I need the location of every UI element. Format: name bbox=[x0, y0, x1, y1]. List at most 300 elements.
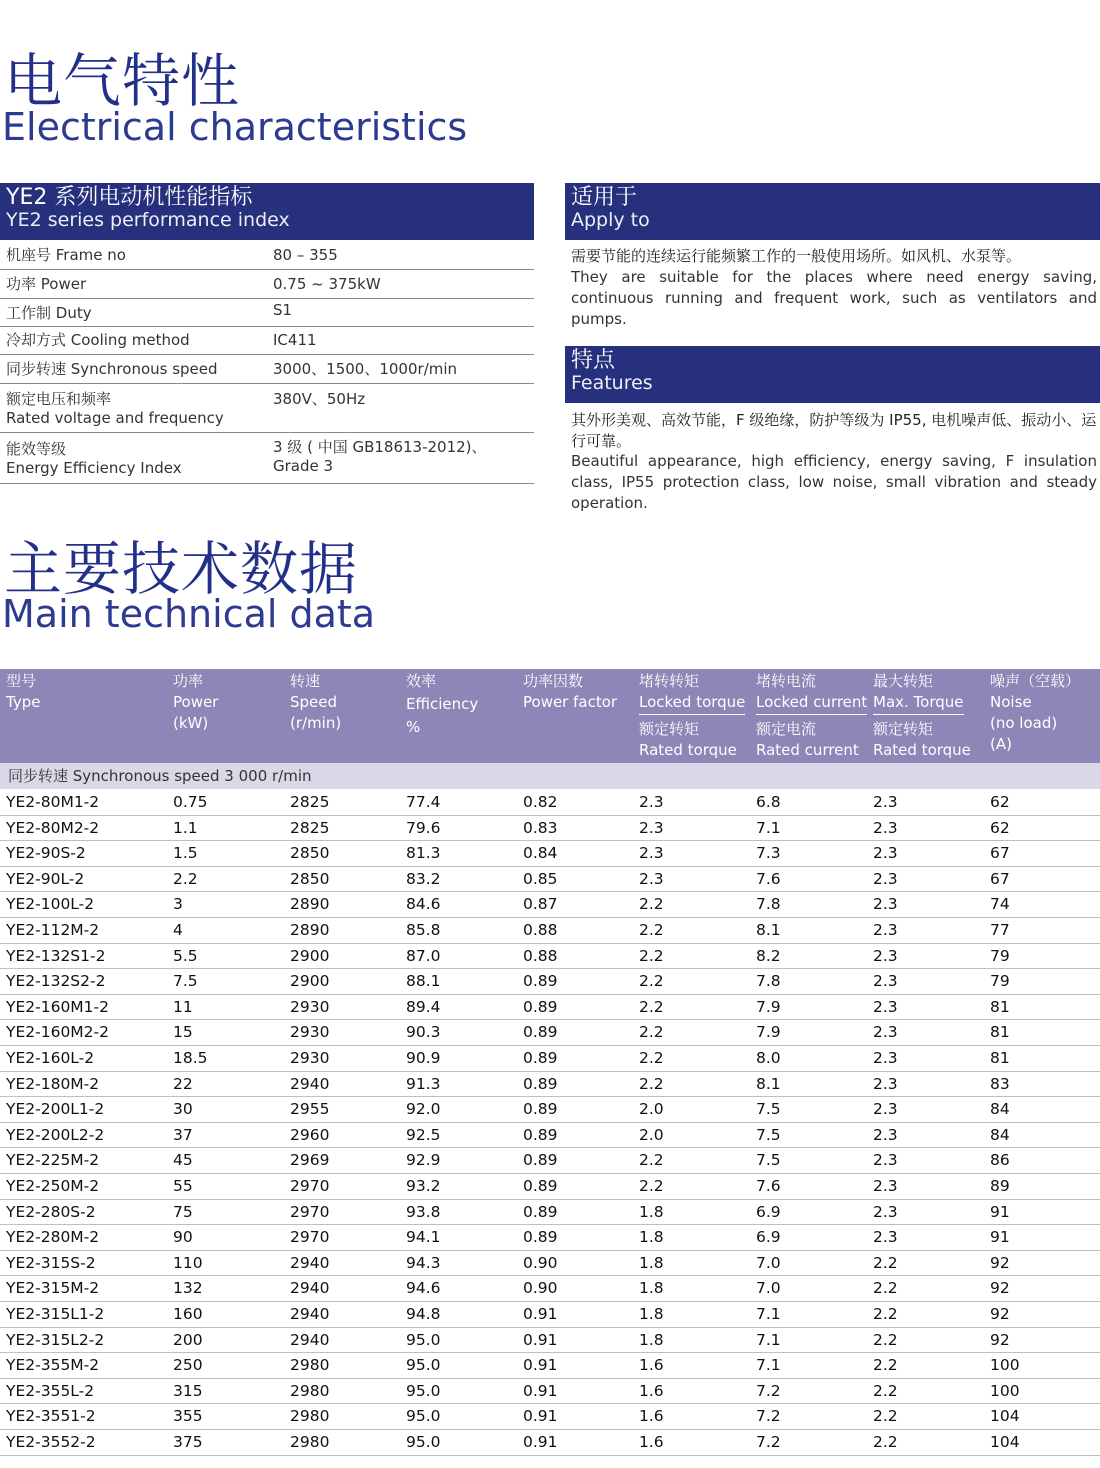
cell-max-torque: 2.3 bbox=[873, 1049, 898, 1067]
cell-speed: 2825 bbox=[290, 793, 330, 811]
cell-locked-current: 7.1 bbox=[756, 1305, 781, 1323]
cell-noise: 92 bbox=[990, 1253, 1010, 1272]
cell-locked-current: 8.2 bbox=[756, 946, 781, 965]
cell-type: YE2-280S-2 bbox=[6, 1202, 96, 1221]
cell-max-torque: 2.3 bbox=[873, 1228, 898, 1247]
cell-locked-torque: 1.6 bbox=[639, 1356, 664, 1375]
cell-power-factor: 0.91 bbox=[523, 1356, 558, 1375]
cell-power-factor: 0.82 bbox=[523, 793, 558, 811]
cell-power: 4 bbox=[173, 921, 183, 939]
cell-speed: 2850 bbox=[290, 844, 330, 863]
cell-power: 37 bbox=[173, 1125, 193, 1144]
cell-locked-current: 8.1 bbox=[756, 1074, 781, 1093]
cell-power: 3 bbox=[173, 895, 183, 914]
table-row bbox=[0, 840, 1100, 867]
cell-max-torque: 2.2 bbox=[873, 1330, 898, 1349]
cell-locked-current: 7.5 bbox=[756, 1151, 781, 1170]
table-row bbox=[0, 968, 1100, 995]
features-title-cn: 特点 bbox=[571, 348, 616, 373]
performance-title-cn: YE2 系列电动机性能指标 bbox=[6, 185, 253, 210]
table-row bbox=[0, 1147, 1100, 1174]
cell-locked-torque: 2.0 bbox=[639, 1125, 664, 1144]
cell-locked-current: 7.8 bbox=[756, 895, 781, 914]
cell-efficiency: 92.5 bbox=[406, 1125, 441, 1144]
cell-power: 22 bbox=[173, 1074, 193, 1093]
cell-locked-current: 7.0 bbox=[756, 1279, 781, 1298]
cell-max-torque: 2.3 bbox=[873, 1023, 898, 1042]
spec-value: 3000、1500、1000r/min bbox=[273, 360, 458, 378]
cell-speed: 2940 bbox=[290, 1305, 330, 1323]
cell-power-factor: 0.88 bbox=[523, 946, 558, 965]
cell-power: 2.2 bbox=[173, 869, 198, 888]
section-title-cn: 电气特性 bbox=[4, 47, 241, 115]
table-header bbox=[0, 669, 1100, 763]
cell-efficiency: 94.6 bbox=[406, 1279, 441, 1298]
cell-power: 160 bbox=[173, 1305, 203, 1323]
cell-speed: 2940 bbox=[290, 1330, 330, 1349]
cell-power-factor: 0.91 bbox=[523, 1433, 558, 1451]
cell-speed: 2930 bbox=[290, 1023, 330, 1042]
cell-locked-current: 6.8 bbox=[756, 793, 781, 811]
cell-efficiency: 91.3 bbox=[406, 1074, 441, 1093]
cell-type: YE2-315L2-2 bbox=[6, 1330, 105, 1349]
section-title-cn: 主要技术数据 bbox=[4, 535, 359, 603]
header-speed: 转速 Speed (r/min) bbox=[290, 672, 342, 732]
cell-speed: 2970 bbox=[290, 1228, 330, 1247]
spec-label: 机座号 Frame no bbox=[6, 246, 126, 264]
cell-efficiency: 95.0 bbox=[406, 1381, 441, 1400]
cell-noise: 84 bbox=[990, 1100, 1010, 1119]
cell-type: YE2-90S-2 bbox=[6, 844, 86, 863]
header-type: 型号 Type bbox=[6, 672, 41, 711]
cell-power-factor: 0.90 bbox=[523, 1279, 558, 1298]
speed-group-label: 同步转速 Synchronous speed 3 000 r/min bbox=[8, 767, 312, 785]
cell-power: 1.5 bbox=[173, 844, 198, 863]
cell-max-torque: 2.3 bbox=[873, 1177, 898, 1195]
cell-max-torque: 2.2 bbox=[873, 1381, 898, 1400]
cell-speed: 2930 bbox=[290, 1049, 330, 1067]
cell-type: YE2-355L-2 bbox=[6, 1381, 95, 1400]
cell-power-factor: 0.89 bbox=[523, 972, 558, 991]
cell-locked-torque: 2.2 bbox=[639, 895, 664, 914]
cell-speed: 2825 bbox=[290, 818, 330, 837]
cell-noise: 67 bbox=[990, 869, 1010, 888]
cell-power-factor: 0.89 bbox=[523, 1151, 558, 1170]
cell-noise: 104 bbox=[990, 1433, 1020, 1451]
section-title-en: Main technical data bbox=[2, 592, 376, 636]
cell-noise: 86 bbox=[990, 1151, 1010, 1170]
spec-label-en: Energy Efficiency Index bbox=[6, 459, 182, 477]
header-power-factor: 功率因数 Power factor bbox=[523, 672, 618, 711]
cell-max-torque: 2.2 bbox=[873, 1407, 898, 1426]
cell-max-torque: 2.3 bbox=[873, 997, 898, 1016]
spec-label: 冷却方式 Cooling method bbox=[6, 331, 190, 349]
cell-speed: 2940 bbox=[290, 1253, 330, 1272]
cell-type: YE2-250M-2 bbox=[6, 1177, 100, 1195]
spec-row bbox=[0, 355, 534, 384]
cell-noise: 104 bbox=[990, 1407, 1020, 1426]
cell-noise: 81 bbox=[990, 1023, 1010, 1042]
cell-efficiency: 95.0 bbox=[406, 1433, 441, 1451]
cell-power-factor: 0.89 bbox=[523, 1228, 558, 1247]
cell-efficiency: 92.0 bbox=[406, 1100, 441, 1119]
cell-max-torque: 2.3 bbox=[873, 1074, 898, 1093]
header-rated-current: 额定电流 Rated current bbox=[756, 720, 859, 759]
cell-locked-torque: 2.2 bbox=[639, 946, 664, 965]
cell-locked-current: 7.2 bbox=[756, 1381, 781, 1400]
cell-max-torque: 2.2 bbox=[873, 1253, 898, 1272]
cell-power: 375 bbox=[173, 1433, 203, 1451]
cell-locked-torque: 1.8 bbox=[639, 1330, 664, 1349]
cell-max-torque: 2.3 bbox=[873, 793, 898, 811]
cell-locked-torque: 2.3 bbox=[639, 818, 664, 837]
spec-row bbox=[0, 433, 534, 484]
cell-noise: 91 bbox=[990, 1228, 1010, 1247]
cell-power-factor: 0.89 bbox=[523, 1177, 558, 1195]
table-row bbox=[0, 1071, 1100, 1098]
apply-text-cn: 需要节能的连续运行能频繁工作的一般使用场所。如风机、水泵等。 bbox=[571, 247, 1022, 265]
cell-max-torque: 2.2 bbox=[873, 1356, 898, 1375]
cell-power: 30 bbox=[173, 1100, 193, 1119]
apply-header bbox=[565, 183, 1100, 240]
features-title-en: Features bbox=[571, 372, 653, 394]
cell-type: YE2-160L-2 bbox=[6, 1049, 95, 1067]
cell-power: 45 bbox=[173, 1151, 193, 1170]
cell-efficiency: 87.0 bbox=[406, 946, 441, 965]
cell-max-torque: 2.3 bbox=[873, 818, 898, 837]
apply-text-en: They are suitable for the places where need energy saving, continuous running and frequent work, such as ventilators and pumps. bbox=[571, 268, 1097, 328]
header-max-rated-torque: 额定转矩 Rated torque bbox=[873, 720, 971, 759]
table-row bbox=[0, 1327, 1100, 1354]
cell-efficiency: 77.4 bbox=[406, 793, 441, 811]
header-locked-current: 堵转电流 Locked current bbox=[756, 671, 867, 715]
cell-power-factor: 0.91 bbox=[523, 1330, 558, 1349]
spec-label-en: Rated voltage and frequency bbox=[6, 409, 224, 427]
features-text-en: Beautiful appearance, high efficiency, energy saving, F insulation class, IP55 protection class, low noise, small vibration and steady operation. bbox=[571, 452, 1097, 512]
spec-value: 380V、50Hz bbox=[273, 390, 366, 408]
cell-noise: 100 bbox=[990, 1356, 1020, 1375]
cell-efficiency: 93.8 bbox=[406, 1202, 441, 1221]
table-row bbox=[0, 1224, 1100, 1251]
cell-speed: 2980 bbox=[290, 1381, 330, 1400]
spec-value: IC411 bbox=[273, 331, 317, 349]
cell-noise: 81 bbox=[990, 997, 1010, 1016]
spec-row bbox=[0, 242, 534, 270]
cell-type: YE2-3552-2 bbox=[6, 1433, 96, 1451]
cell-noise: 74 bbox=[990, 895, 1010, 914]
cell-locked-current: 7.5 bbox=[756, 1125, 781, 1144]
cell-efficiency: 95.0 bbox=[406, 1356, 441, 1375]
cell-locked-current: 7.1 bbox=[756, 1356, 781, 1375]
spec-label: 额定电压和频率 bbox=[6, 390, 112, 408]
cell-locked-torque: 2.2 bbox=[639, 972, 664, 991]
cell-power: 315 bbox=[173, 1381, 203, 1400]
cell-max-torque: 2.3 bbox=[873, 1100, 898, 1119]
cell-locked-torque: 1.8 bbox=[639, 1228, 664, 1247]
cell-locked-current: 7.2 bbox=[756, 1433, 781, 1451]
cell-locked-torque: 2.2 bbox=[639, 1074, 664, 1093]
cell-max-torque: 2.3 bbox=[873, 1202, 898, 1221]
cell-power: 1.1 bbox=[173, 818, 198, 837]
cell-speed: 2980 bbox=[290, 1433, 330, 1451]
cell-speed: 2850 bbox=[290, 869, 330, 888]
cell-locked-torque: 2.2 bbox=[639, 1023, 664, 1042]
cell-type: YE2-315L1-2 bbox=[6, 1305, 105, 1323]
spec-value: S1 bbox=[273, 301, 293, 319]
cell-power-factor: 0.89 bbox=[523, 1100, 558, 1119]
cell-max-torque: 2.3 bbox=[873, 1125, 898, 1144]
cell-speed: 2969 bbox=[290, 1151, 330, 1170]
cell-efficiency: 88.1 bbox=[406, 972, 441, 991]
cell-power: 0.75 bbox=[173, 793, 208, 811]
cell-locked-current: 6.9 bbox=[756, 1228, 781, 1247]
cell-efficiency: 81.3 bbox=[406, 844, 441, 863]
cell-speed: 2890 bbox=[290, 895, 330, 914]
cell-speed: 2940 bbox=[290, 1279, 330, 1298]
cell-locked-torque: 2.2 bbox=[639, 997, 664, 1016]
cell-speed: 2980 bbox=[290, 1407, 330, 1426]
cell-power: 15 bbox=[173, 1023, 193, 1042]
cell-noise: 92 bbox=[990, 1279, 1010, 1298]
table-row bbox=[0, 1275, 1100, 1302]
cell-speed: 2955 bbox=[290, 1100, 330, 1119]
header-efficiency: 效率 Efficiency % bbox=[406, 672, 479, 736]
spec-value: 3 级 ( 中国 GB18613-2012)、 bbox=[273, 438, 487, 456]
cell-noise: 67 bbox=[990, 844, 1010, 863]
cell-max-torque: 2.2 bbox=[873, 1279, 898, 1298]
cell-power-factor: 0.89 bbox=[523, 1074, 558, 1093]
cell-locked-current: 7.2 bbox=[756, 1407, 781, 1426]
table-row bbox=[0, 1019, 1100, 1046]
cell-locked-torque: 1.8 bbox=[639, 1202, 664, 1221]
cell-power: 355 bbox=[173, 1407, 203, 1426]
table-row bbox=[0, 1173, 1100, 1200]
cell-type: YE2-160M1-2 bbox=[6, 997, 109, 1016]
cell-type: YE2-355M-2 bbox=[6, 1356, 100, 1375]
cell-type: YE2-280M-2 bbox=[6, 1228, 100, 1247]
table-row bbox=[0, 917, 1100, 944]
table-row bbox=[0, 1045, 1100, 1072]
performance-header bbox=[0, 183, 534, 240]
section-title-en: Electrical characteristics bbox=[2, 105, 468, 149]
cell-speed: 2940 bbox=[290, 1074, 330, 1093]
header-power: 功率 Power (kW) bbox=[173, 672, 219, 732]
table-row bbox=[0, 866, 1100, 893]
cell-locked-torque: 1.8 bbox=[639, 1279, 664, 1298]
cell-efficiency: 83.2 bbox=[406, 869, 441, 888]
cell-speed: 2900 bbox=[290, 946, 330, 965]
cell-power-factor: 0.91 bbox=[523, 1381, 558, 1400]
cell-locked-torque: 1.6 bbox=[639, 1407, 664, 1426]
cell-noise: 84 bbox=[990, 1125, 1010, 1144]
cell-noise: 81 bbox=[990, 1049, 1010, 1067]
cell-speed: 2930 bbox=[290, 997, 330, 1016]
table-row bbox=[0, 789, 1100, 816]
cell-locked-torque: 1.8 bbox=[639, 1305, 664, 1323]
table-row bbox=[0, 1301, 1100, 1328]
cell-locked-torque: 2.2 bbox=[639, 921, 664, 939]
spec-row bbox=[0, 299, 534, 327]
table-row bbox=[0, 1378, 1100, 1405]
cell-speed: 2890 bbox=[290, 921, 330, 939]
cell-locked-torque: 1.6 bbox=[639, 1433, 664, 1451]
cell-noise: 83 bbox=[990, 1074, 1010, 1093]
cell-locked-current: 8.0 bbox=[756, 1049, 781, 1067]
cell-noise: 92 bbox=[990, 1330, 1010, 1349]
cell-locked-torque: 2.3 bbox=[639, 844, 664, 863]
table-row bbox=[0, 1403, 1100, 1430]
cell-max-torque: 2.3 bbox=[873, 895, 898, 914]
cell-locked-current: 7.9 bbox=[756, 997, 781, 1016]
cell-type: YE2-200L2-2 bbox=[6, 1125, 105, 1144]
table-row bbox=[0, 1096, 1100, 1123]
cell-efficiency: 95.0 bbox=[406, 1330, 441, 1349]
spec-row bbox=[0, 327, 534, 355]
table-row bbox=[0, 1122, 1100, 1149]
cell-locked-current: 7.6 bbox=[756, 869, 781, 888]
cell-efficiency: 90.3 bbox=[406, 1023, 441, 1042]
cell-locked-current: 6.9 bbox=[756, 1202, 781, 1221]
cell-type: YE2-315S-2 bbox=[6, 1253, 96, 1272]
cell-efficiency: 85.8 bbox=[406, 921, 441, 939]
cell-power-factor: 0.87 bbox=[523, 895, 558, 914]
table-row bbox=[0, 943, 1100, 970]
spec-row bbox=[0, 384, 534, 433]
cell-power: 75 bbox=[173, 1202, 193, 1221]
cell-locked-torque: 2.0 bbox=[639, 1100, 664, 1119]
cell-locked-current: 7.5 bbox=[756, 1100, 781, 1119]
cell-power-factor: 0.91 bbox=[523, 1305, 558, 1323]
cell-locked-torque: 2.2 bbox=[639, 1049, 664, 1067]
table-row bbox=[0, 1429, 1100, 1456]
cell-locked-torque: 1.6 bbox=[639, 1381, 664, 1400]
cell-power: 132 bbox=[173, 1279, 203, 1298]
cell-power-factor: 0.85 bbox=[523, 869, 558, 888]
cell-type: YE2-80M1-2 bbox=[6, 793, 100, 811]
cell-power: 250 bbox=[173, 1356, 203, 1375]
cell-efficiency: 92.9 bbox=[406, 1151, 441, 1170]
cell-efficiency: 94.3 bbox=[406, 1253, 441, 1272]
cell-noise: 62 bbox=[990, 793, 1010, 811]
cell-power-factor: 0.88 bbox=[523, 921, 558, 939]
cell-speed: 2970 bbox=[290, 1202, 330, 1221]
spec-label: 同步转速 Synchronous speed bbox=[6, 360, 218, 378]
spec-label: 功率 Power bbox=[6, 275, 87, 293]
cell-efficiency: 93.2 bbox=[406, 1177, 441, 1195]
cell-type: YE2-132S1-2 bbox=[6, 946, 106, 965]
cell-noise: 62 bbox=[990, 818, 1010, 837]
cell-power: 11 bbox=[173, 997, 193, 1016]
cell-power-factor: 0.89 bbox=[523, 1023, 558, 1042]
cell-max-torque: 2.3 bbox=[873, 972, 898, 991]
header-rated-torque: 额定转矩 Rated torque bbox=[639, 720, 737, 759]
cell-noise: 92 bbox=[990, 1305, 1010, 1323]
cell-locked-current: 7.1 bbox=[756, 818, 781, 837]
cell-efficiency: 90.9 bbox=[406, 1049, 441, 1067]
cell-power-factor: 0.83 bbox=[523, 818, 558, 837]
cell-locked-torque: 2.2 bbox=[639, 1177, 664, 1195]
cell-speed: 2960 bbox=[290, 1125, 330, 1144]
header-noise: 噪声（空载） Noise (no load) (A) bbox=[990, 672, 1081, 753]
cell-locked-current: 7.9 bbox=[756, 1023, 781, 1042]
cell-max-torque: 2.2 bbox=[873, 1433, 898, 1451]
apply-title-en: Apply to bbox=[571, 209, 650, 231]
table-row bbox=[0, 815, 1100, 842]
table-row bbox=[0, 994, 1100, 1021]
cell-locked-current: 7.6 bbox=[756, 1177, 781, 1195]
spec-value: 0.75 ~ 375kW bbox=[273, 275, 381, 293]
cell-locked-current: 7.8 bbox=[756, 972, 781, 991]
cell-type: YE2-3551-2 bbox=[6, 1407, 96, 1426]
spec-row bbox=[0, 270, 534, 299]
table-row bbox=[0, 1352, 1100, 1379]
cell-power-factor: 0.89 bbox=[523, 1202, 558, 1221]
cell-type: YE2-225M-2 bbox=[6, 1151, 100, 1170]
cell-efficiency: 84.6 bbox=[406, 895, 441, 914]
cell-max-torque: 2.3 bbox=[873, 921, 898, 939]
spec-label: 能效等级 bbox=[6, 440, 67, 458]
cell-noise: 77 bbox=[990, 921, 1010, 939]
cell-noise: 79 bbox=[990, 972, 1010, 991]
cell-power: 55 bbox=[173, 1177, 193, 1195]
cell-max-torque: 2.3 bbox=[873, 1151, 898, 1170]
cell-power-factor: 0.84 bbox=[523, 844, 558, 863]
cell-max-torque: 2.3 bbox=[873, 844, 898, 863]
cell-efficiency: 94.8 bbox=[406, 1305, 441, 1323]
cell-power: 5.5 bbox=[173, 946, 198, 965]
cell-power-factor: 0.89 bbox=[523, 1049, 558, 1067]
cell-locked-current: 8.1 bbox=[756, 921, 781, 939]
cell-power-factor: 0.89 bbox=[523, 1125, 558, 1144]
table-row bbox=[0, 891, 1100, 918]
cell-efficiency: 79.6 bbox=[406, 818, 441, 837]
cell-efficiency: 94.1 bbox=[406, 1228, 441, 1247]
cell-locked-current: 7.1 bbox=[756, 1330, 781, 1349]
cell-type: YE2-132S2-2 bbox=[6, 972, 106, 991]
features-text-cn: 其外形美观、高效节能，F 级绝缘，防护等级为 IP55, 电机噪声低、振动小、运行可靠。 bbox=[571, 411, 1097, 450]
cell-type: YE2-315M-2 bbox=[6, 1279, 100, 1298]
cell-power-factor: 0.89 bbox=[523, 997, 558, 1016]
cell-noise: 100 bbox=[990, 1381, 1020, 1400]
cell-power: 110 bbox=[173, 1253, 203, 1272]
cell-type: YE2-180M-2 bbox=[6, 1074, 100, 1093]
spec-value-en: Grade 3 bbox=[273, 457, 334, 475]
cell-max-torque: 2.3 bbox=[873, 946, 898, 965]
cell-power-factor: 0.90 bbox=[523, 1253, 558, 1272]
cell-speed: 2970 bbox=[290, 1177, 330, 1195]
cell-type: YE2-80M2-2 bbox=[6, 818, 100, 837]
cell-power: 200 bbox=[173, 1330, 203, 1349]
cell-efficiency: 95.0 bbox=[406, 1407, 441, 1426]
spec-label: 工作制 Duty bbox=[6, 304, 92, 322]
cell-locked-current: 7.0 bbox=[756, 1253, 781, 1272]
performance-title-en: YE2 series performance index bbox=[6, 209, 290, 231]
cell-max-torque: 2.3 bbox=[873, 869, 898, 888]
cell-speed: 2980 bbox=[290, 1356, 330, 1375]
cell-power: 18.5 bbox=[173, 1049, 208, 1067]
cell-type: YE2-112M-2 bbox=[6, 921, 100, 939]
cell-locked-torque: 2.3 bbox=[639, 869, 664, 888]
cell-type: YE2-100L-2 bbox=[6, 895, 95, 914]
cell-speed: 2900 bbox=[290, 972, 330, 991]
cell-efficiency: 89.4 bbox=[406, 997, 441, 1016]
cell-locked-current: 7.3 bbox=[756, 844, 781, 863]
cell-power-factor: 0.91 bbox=[523, 1407, 558, 1426]
header-max-torque: 最大转矩 Max. Torque bbox=[873, 671, 964, 715]
cell-noise: 79 bbox=[990, 946, 1010, 965]
apply-title-cn: 适用于 bbox=[571, 185, 638, 210]
cell-type: YE2-160M2-2 bbox=[6, 1023, 109, 1042]
